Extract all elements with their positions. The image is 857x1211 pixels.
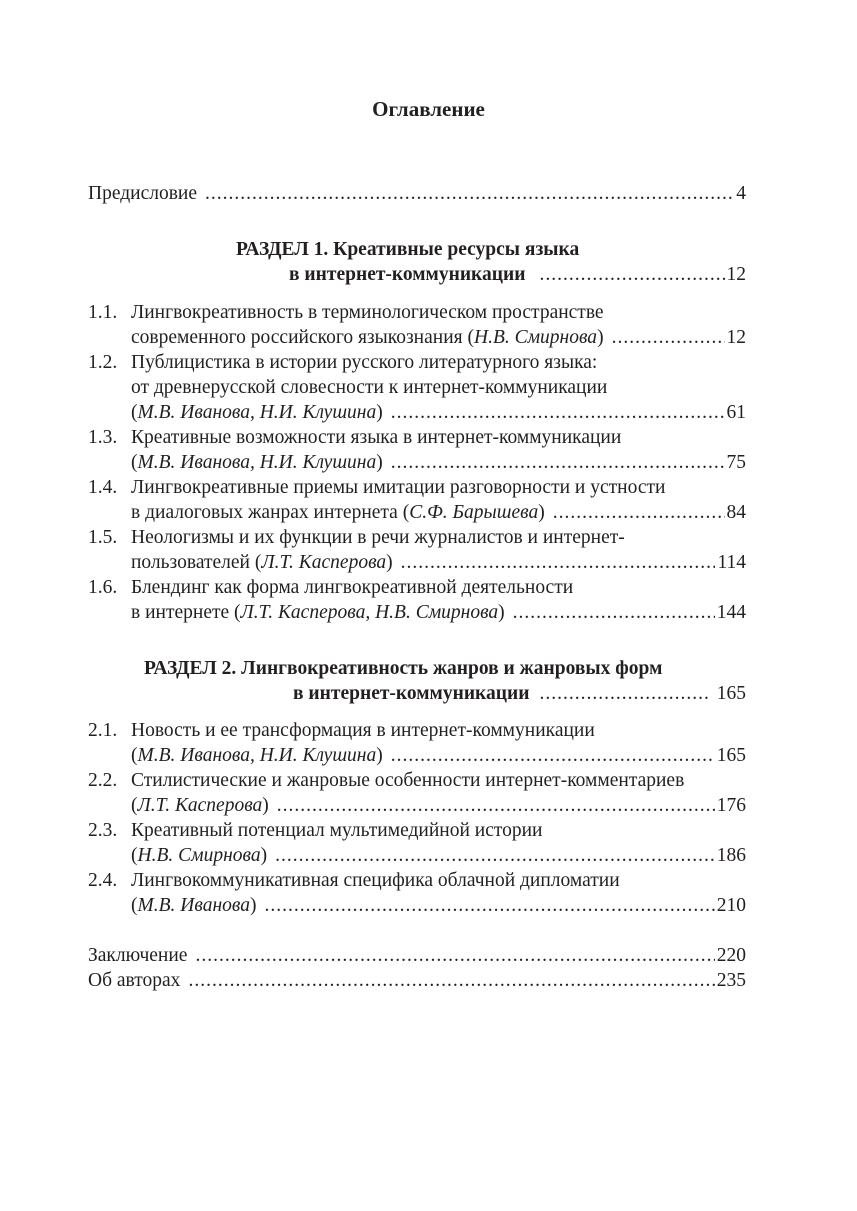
entry-authors: М.В. Иванова, Н.И. Клушина — [137, 745, 377, 766]
toc-entry-1-1[interactable] — [131, 300, 746, 325]
entry-label: Заключение — [88, 945, 188, 966]
page-number: 4 — [736, 183, 746, 204]
toc-entry-conclusion[interactable] — [88, 943, 746, 968]
entry-text: пользователей ( — [131, 552, 262, 573]
toc-entry-1-4-line2[interactable] — [131, 500, 746, 525]
page-number: 186 — [716, 845, 746, 866]
section-2-heading: РАЗДЕЛ 2. Лингвокреативность жанров и жанровых форм — [144, 658, 663, 679]
entry-authors: М.В. Иванова, Н.И. Клушина — [137, 402, 377, 423]
entry-title: Публицистика в истории русского литературного языка: — [131, 352, 598, 373]
entry-text: в интернете ( — [131, 602, 241, 623]
page-number: 176 — [716, 795, 746, 816]
toc-entry-1-4[interactable] — [131, 475, 746, 500]
entry-title: Лингвокреативные приемы имитации разговорности и устности — [131, 477, 666, 498]
entry-authors: Л.Т. Касперова — [137, 795, 263, 816]
entry-text: ) — [597, 327, 604, 348]
toc-entry-1-3[interactable] — [131, 425, 746, 450]
entry-text: современного российского языкознания ( — [131, 327, 474, 348]
dot-leader — [205, 181, 734, 206]
entry-text: ( — [131, 402, 138, 423]
page-number: 144 — [716, 602, 746, 623]
page-number: 235 — [716, 970, 746, 991]
entry-title: Стилистические и жанровые особенности интернет-комментариев — [131, 770, 685, 791]
entry-text: ) — [376, 745, 383, 766]
dot-leader — [195, 943, 714, 968]
dot-leader — [264, 893, 714, 918]
entry-title: от древнерусской словесности к интернет-коммуникации — [131, 377, 608, 398]
toc-entry-2-1-line2[interactable] — [131, 743, 746, 768]
entry-text: ) — [376, 402, 383, 423]
entry-text: ( — [131, 845, 138, 866]
dot-leader — [539, 681, 710, 706]
entry-authors: М.В. Иванова, Н.И. Клушина — [137, 452, 377, 473]
dot-leader — [539, 262, 724, 287]
toc-entry-2-4[interactable] — [131, 868, 746, 893]
toc-entry-2-3-line2[interactable] — [131, 843, 746, 868]
page-number: 75 — [726, 452, 746, 473]
section-1-heading-line2[interactable] — [289, 262, 746, 287]
entry-number: 2.3. — [88, 820, 118, 841]
entry-title: Блендинг как форма лингвокреативной деятельности — [131, 577, 574, 598]
entry-text: ( — [131, 452, 138, 473]
toc-entry-1-5[interactable] — [131, 525, 746, 550]
toc-entry-1-6[interactable] — [131, 575, 746, 600]
entry-text: ) — [260, 845, 268, 866]
entry-number: 1.1. — [88, 302, 118, 323]
entry-number: 2.2. — [88, 770, 118, 791]
entry-label: Об авторах — [88, 970, 181, 991]
section-1-subtitle: в интернет-коммуникации — [289, 264, 526, 285]
toc-entry-1-3-line2[interactable] — [131, 450, 746, 475]
entry-title: Креативный потенциал мультимедийной истории — [131, 820, 543, 841]
toc-entry-2-2-line2[interactable] — [131, 793, 746, 818]
section-2-subtitle: в интернет-коммуникации — [293, 683, 530, 704]
page-number: 12 — [726, 264, 746, 285]
entry-number: 1.3. — [88, 427, 118, 448]
entry-text: ) — [249, 895, 257, 916]
entry-number: 2.1. — [88, 720, 118, 741]
entry-text: ( — [131, 895, 138, 916]
section-2-heading-line2[interactable] — [293, 681, 746, 706]
toc-entry-1-5-line2[interactable] — [131, 550, 746, 575]
entry-title: Лингвокреативность в терминологическом пространстве — [131, 302, 604, 323]
entry-title: Новость и ее трансформация в интернет-коммуникации — [131, 720, 595, 741]
entry-number: 2.4. — [88, 870, 118, 891]
toc-entry-about-authors[interactable] — [88, 968, 746, 993]
entry-text: ( — [131, 795, 138, 816]
entry-title: Креативные возможности языка в интернет-коммуникации — [131, 427, 622, 448]
entry-authors: М.В. Иванова — [137, 895, 250, 916]
toc-entry-2-1[interactable] — [131, 718, 746, 743]
entry-text: ) — [498, 602, 505, 623]
entry-number: 1.5. — [88, 527, 118, 548]
toc-entry-1-2-line3[interactable] — [131, 400, 746, 425]
page-number: 114 — [717, 552, 746, 573]
dot-leader — [553, 500, 725, 525]
toc-entry-1-2[interactable] — [131, 350, 746, 375]
entry-authors: Л.Т. Касперова — [261, 552, 387, 573]
entry-number: 1.2. — [88, 352, 118, 373]
toc-entry-1-1-line2[interactable] — [131, 325, 746, 350]
page-number: 165 — [716, 745, 746, 766]
entry-authors: Н.В. Смирнова — [137, 845, 261, 866]
page-number: 220 — [716, 945, 746, 966]
page-number: 210 — [716, 895, 746, 916]
entry-text: ) — [262, 795, 269, 816]
dot-leader — [391, 450, 725, 475]
toc-entry-1-2-line2[interactable] — [131, 375, 746, 400]
page-title: Оглавление — [372, 97, 485, 121]
entry-text: ) — [538, 502, 545, 523]
page-number: 165 — [716, 683, 746, 704]
page-number: 61 — [726, 402, 746, 423]
dot-leader — [188, 968, 714, 993]
page-number: 84 — [726, 502, 746, 523]
entry-authors: С.Ф. Барышева — [409, 502, 539, 523]
dot-leader — [391, 400, 725, 425]
entry-number: 1.4. — [88, 477, 118, 498]
dot-leader — [612, 325, 725, 350]
dot-leader — [391, 743, 715, 768]
entry-text: ) — [376, 452, 383, 473]
section-1-heading: РАЗДЕЛ 1. Креативные ресурсы языка — [236, 239, 580, 260]
dot-leader — [277, 793, 715, 818]
entry-title: Лингвокоммуникативная специфика облачной дипломатии — [131, 870, 620, 891]
toc-entry-preface[interactable] — [88, 181, 746, 206]
toc-entry-2-2[interactable] — [131, 768, 746, 793]
entry-number: 1.6. — [88, 577, 118, 598]
entry-label: Предисловие — [88, 183, 198, 204]
toc-entry-2-3[interactable] — [131, 818, 746, 843]
entry-title: Неологизмы и их функции в речи журналистов и интернет- — [131, 527, 625, 548]
entry-authors: Л.Т. Касперова, Н.В. Смирнова — [240, 602, 499, 623]
dot-leader — [275, 843, 715, 868]
page-number: 12 — [726, 327, 746, 348]
entry-text: в диалоговых жанрах интернета ( — [131, 502, 410, 523]
toc-entry-1-6-line2[interactable] — [131, 600, 746, 625]
toc-entry-2-4-line2[interactable] — [131, 893, 746, 918]
dot-leader — [513, 600, 715, 625]
entry-authors: Н.В. Смирнова — [473, 327, 598, 348]
dot-leader — [401, 550, 716, 575]
entry-text: ) — [386, 552, 393, 573]
entry-text: ( — [131, 745, 138, 766]
